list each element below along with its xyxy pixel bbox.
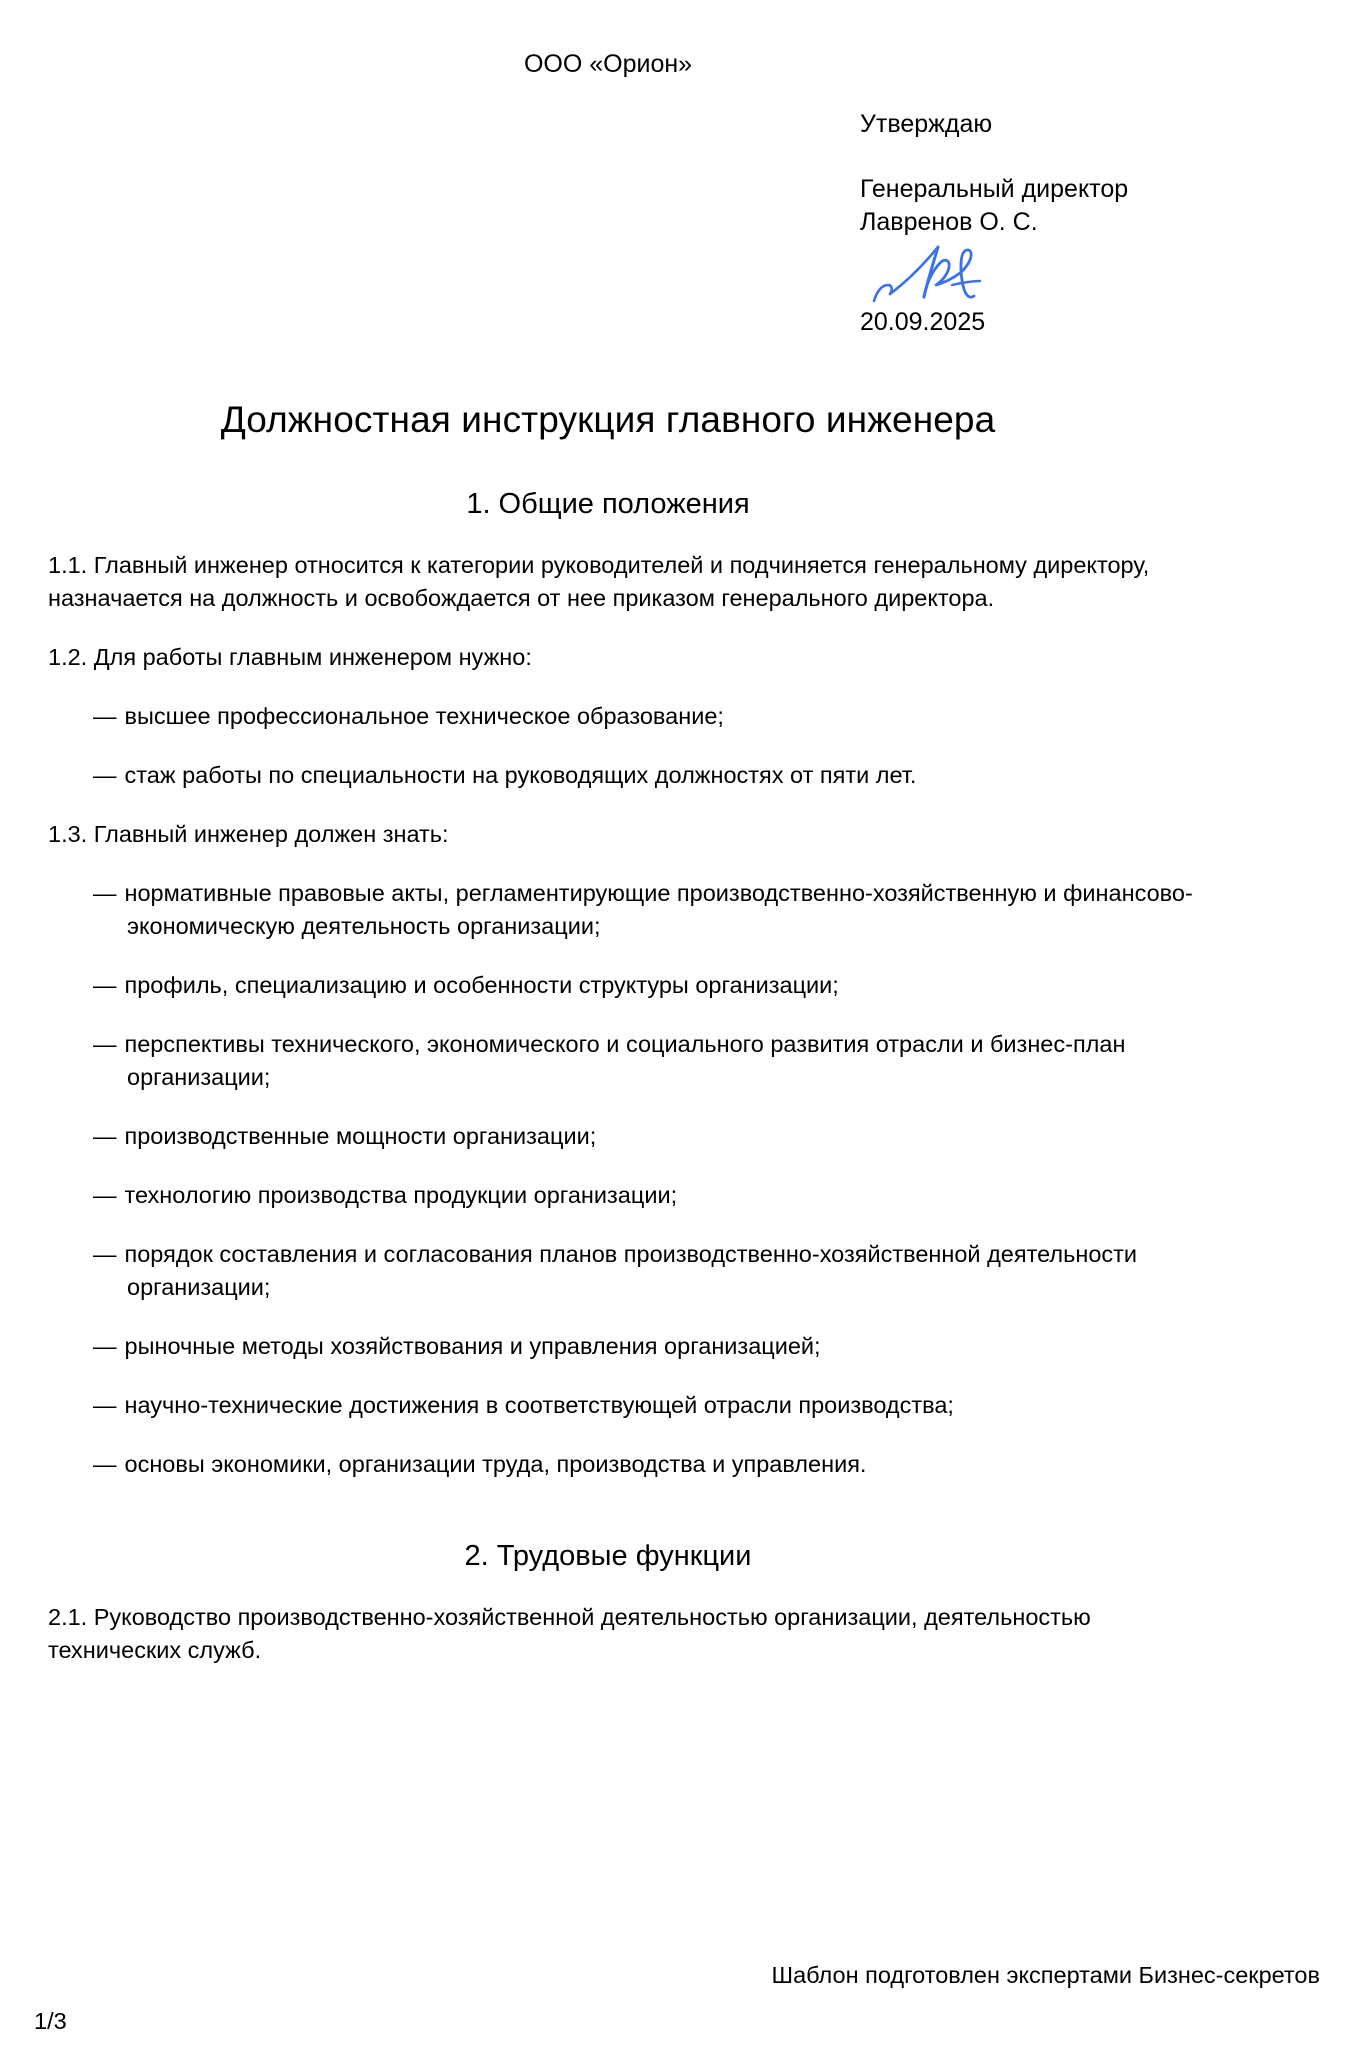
- em-dash-icon: —: [93, 1123, 117, 1149]
- list-item: [93, 969, 1262, 1002]
- em-dash-icon: —: [93, 1333, 117, 1359]
- organization-name: ООО «Орион»: [523, 50, 693, 78]
- footer-attribution: Шаблон подготовлен экспертами Бизнес-секретов: [771, 1962, 1320, 1988]
- section-heading-2: 2. Трудовые функции: [464, 1540, 752, 1572]
- em-dash-icon: —: [93, 880, 117, 906]
- list-item: [93, 1330, 1262, 1363]
- em-dash-icon: —: [93, 1451, 117, 1477]
- requirements-list: [48, 700, 1320, 792]
- list-item: [93, 1448, 1262, 1481]
- list-item: [93, 877, 1262, 943]
- paragraph-1-2: 1.2. Для работы главным инженером нужно:: [48, 644, 532, 670]
- approval-date: 20.09.2025: [860, 308, 986, 336]
- list-item-label: профиль, специализацию и особенности структуры организации;: [124, 972, 839, 998]
- list-item: [93, 700, 1262, 733]
- list-item-label: стаж работы по специальности на руководящих должностях от пяти лет.: [124, 762, 917, 788]
- list-item: [93, 1389, 1262, 1422]
- page-title: Должностная инструкция главного инженера: [220, 399, 996, 440]
- em-dash-icon: —: [93, 1031, 117, 1057]
- approval-label: Утверждаю: [860, 110, 993, 138]
- section-heading-1: 1. Общие положения: [466, 488, 750, 520]
- list-item-label: порядок составления и согласования планов производственно-хозяйственной деятельности организации;: [124, 1241, 1138, 1300]
- list-item-label: высшее профессиональное техническое образование;: [124, 703, 724, 729]
- paragraph-1-3: 1.3. Главный инженер должен знать:: [48, 821, 449, 847]
- list-item-label: основы экономики, организации труда, производства и управления.: [124, 1451, 867, 1477]
- em-dash-icon: —: [93, 703, 117, 729]
- list-item: [93, 759, 1262, 792]
- list-item-label: научно-технические достижения в соответствующей отрасли производства;: [124, 1392, 954, 1418]
- list-item: [93, 1120, 1262, 1153]
- list-item-label: производственные мощности организации;: [124, 1123, 597, 1149]
- approval-block: [860, 108, 1320, 337]
- list-item-label: рыночные методы хозяйствования и управления организацией;: [124, 1333, 821, 1359]
- em-dash-icon: —: [93, 1392, 117, 1418]
- list-item: [93, 1179, 1262, 1212]
- list-item-label: технологию производства продукции организации;: [124, 1182, 678, 1208]
- em-dash-icon: —: [93, 1182, 117, 1208]
- paragraph-2-1: 2.1. Руководство производственно-хозяйственной деятельностью организации, деятельностью технических служб.: [48, 1604, 1091, 1663]
- list-item: [93, 1238, 1262, 1304]
- list-item: [93, 1028, 1262, 1094]
- paragraph-1-1: 1.1. Главный инженер относится к категории руководителей и подчиняется генеральному директору, назначается на должность и освобождается от нее приказом генерального директора.: [48, 552, 1150, 611]
- page-number: 1/3: [34, 2008, 67, 2034]
- em-dash-icon: —: [93, 1241, 117, 1267]
- list-item-label: нормативные правовые акты, регламентирующие производственно-хозяйственную и финансово-экономическую деятельность организации;: [124, 880, 1193, 939]
- em-dash-icon: —: [93, 762, 117, 788]
- document-content: [48, 0, 1320, 1691]
- knowledge-list: [48, 877, 1320, 1481]
- list-item-label: перспективы технического, экономического и социального развития отрасли и бизнес-план организации;: [124, 1031, 1126, 1090]
- handwritten-signature-icon: [868, 241, 1048, 307]
- approver-position: Генеральный директор: [860, 175, 1129, 203]
- em-dash-icon: —: [93, 972, 117, 998]
- approver-name: Лавренов О. С.: [860, 208, 1038, 236]
